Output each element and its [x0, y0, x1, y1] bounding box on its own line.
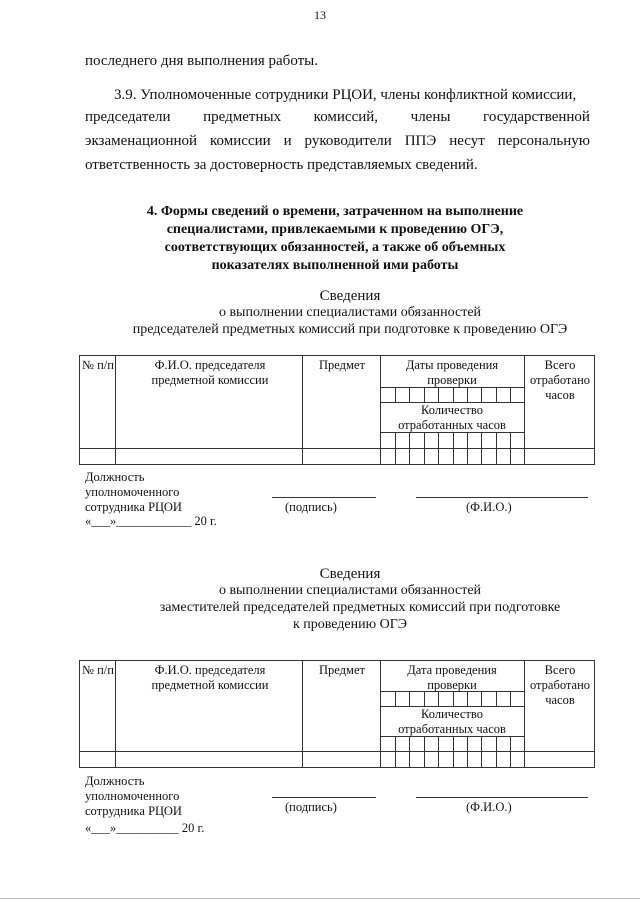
word: комиссий,: [313, 109, 379, 125]
page-bottom-border: [0, 898, 640, 899]
form1-sig-date: «___»____________ 20 г.: [85, 514, 217, 528]
form2-sign-line: [272, 797, 376, 798]
form2-col-dates: Дата проведения проверки: [407, 663, 497, 692]
page-number: 13: [314, 8, 326, 22]
form2-fio-line: [416, 797, 588, 798]
form2-sig-fio: (Ф.И.О.): [466, 800, 512, 814]
form2-col-num: № п/п: [82, 663, 114, 677]
form2-sig-position: Должность уполномоченного сотрудника РЦОИ: [85, 774, 182, 818]
word: несут: [449, 133, 485, 149]
form1-sig-sign: (подпись): [285, 500, 337, 514]
word: государственной: [483, 109, 590, 125]
form1-subtitle1: о выполнении специалистами обязанностей: [218, 305, 482, 320]
form1-col-total: Всего отработано часов: [529, 358, 591, 402]
form2-col-name: Ф.И.О. председателя предметной комиссии: [151, 663, 269, 692]
heading-line: соответствующих обязанностей, а также об объемных: [164, 240, 506, 255]
form1-col-subject: Предмет: [319, 358, 365, 372]
form2-sig-date: «___»__________ 20 г.: [85, 821, 205, 835]
form2-col-hours: Количество отработанных часов: [398, 707, 506, 736]
form2-subtitle3: к проведению ОГЭ: [292, 617, 408, 632]
word: и: [283, 133, 292, 149]
form1-sig-fio: (Ф.И.О.): [466, 500, 512, 514]
word: экзаменационной: [85, 133, 198, 149]
word: председатели: [85, 109, 171, 125]
form2-col-subject: Предмет: [319, 663, 365, 677]
form2-sig-sign: (подпись): [285, 800, 337, 814]
form2-title: Сведения: [319, 566, 381, 582]
form1-sig-position: Должность уполномоченного сотрудника РЦОИ: [85, 470, 182, 514]
form1-col-num: № п/п: [82, 358, 114, 372]
form2-subtitle1: о выполнении специалистами обязанностей: [218, 583, 482, 598]
intro-line: последнего дня выполнения работы.: [85, 53, 318, 69]
heading-line: показателях выполненной ими работы: [211, 258, 459, 273]
form2-subtitle2: заместителей председателей предметных комиссий при подготовке: [159, 600, 561, 615]
form1-title: Сведения: [319, 288, 381, 304]
word: персональную: [497, 133, 590, 149]
word: ППЭ: [404, 133, 437, 149]
heading-line: специалистами, привлекаемыми к проведению ОГЭ,: [166, 222, 504, 237]
para-3-9-line1: 3.9. Уполномоченные сотрудники РЦОИ, члены конфликтной комиссии,: [114, 87, 577, 103]
para-3-9-line4: ответственность за достоверность представляемых сведений.: [85, 157, 478, 173]
heading-line: 4. Формы сведений о времени, затраченном на выполнение: [146, 204, 524, 219]
form1-col-hours: Количество отработанных часов: [398, 403, 506, 432]
word: руководители: [304, 133, 392, 149]
form1-col-dates: Даты проведения проверки: [405, 358, 499, 387]
word: предметных: [203, 109, 282, 125]
form1-subtitle2: председателей предметных комиссий при подготовке к проведению ОГЭ: [132, 322, 568, 337]
word: члены: [410, 109, 451, 125]
word: комиссии: [210, 133, 271, 149]
form2-col-total: Всего отработано часов: [529, 663, 591, 707]
form1-col-name: Ф.И.О. председателя предметной комиссии: [151, 358, 269, 387]
